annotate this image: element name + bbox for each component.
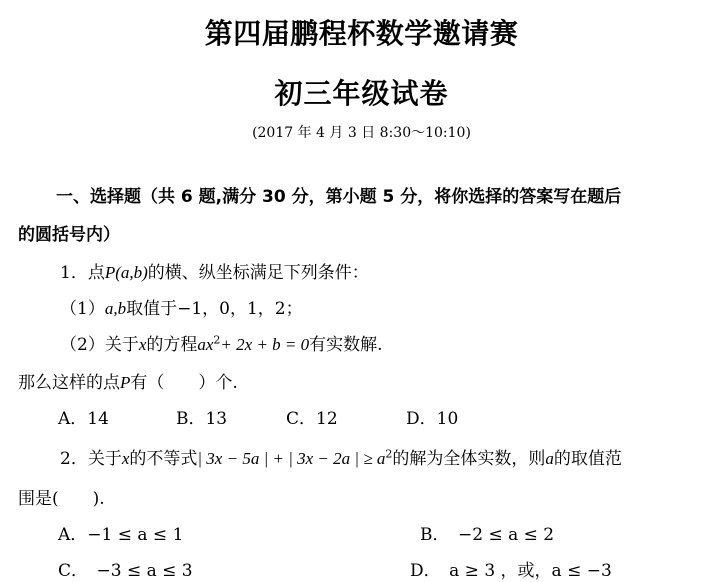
q2-stem-x: x (121, 449, 130, 468)
q1-cond2-x: x (138, 335, 147, 354)
q1-cond2-mid: 的方程 (146, 335, 198, 355)
q1-condition-1 (60, 294, 303, 319)
q1-cond1-suffix: 取值于−1，0，1，2； (126, 299, 303, 319)
q1-option-a[interactable]: A．14 (58, 409, 109, 429)
q1-ask (18, 368, 238, 393)
q1-cond1-math: a,b (104, 299, 127, 318)
q2-stem-line2: 围是( ). (18, 489, 105, 509)
q2-stem-end: 的取值范 (553, 449, 622, 469)
q1-cond2-eq-rest: + 2x + b = 0 (220, 335, 310, 354)
q1-cond1-prefix: （1） (60, 299, 105, 319)
q1-cond2-exp: 2 (213, 333, 221, 347)
q2-option-d[interactable]: D． a ≥ 3 ，或，a ≤ −3 (410, 561, 612, 581)
q2-option-c[interactable]: C． −3 ≤ a ≤ 3 (58, 561, 193, 581)
q2-stem (60, 444, 622, 469)
exam-subtitle: 初三年级试卷 (274, 77, 449, 110)
q1-stem-suffix: 的横、纵坐标满足下列条件： (147, 263, 369, 283)
q1-cond2-suffix: 有实数解. (309, 335, 383, 355)
exam-title: 第四届鹏程杯数学邀请赛 (204, 17, 519, 50)
q1-condition-2 (60, 330, 383, 355)
q2-option-b[interactable]: B． −2 ≤ a ≤ 2 (420, 525, 555, 545)
q1-point: P(a,b) (104, 263, 148, 282)
section-heading-line2: 的圆括号内） (18, 225, 120, 245)
q2-stem-a: a (545, 449, 554, 468)
q1-stem (60, 258, 369, 283)
q2-inequality: | 3x − 5a | + | 3x − 2a | ≥ a (197, 449, 386, 468)
section-heading-line1: 一、选择题（共 6 题,满分 30 分，第小题 5 分，将你选择的答案写在题后 (56, 187, 622, 207)
q1-option-d[interactable]: D．10 (406, 409, 459, 429)
q1-option-b[interactable]: B．13 (176, 409, 228, 429)
q1-ask-suffix: 有（ ）个. (130, 373, 238, 393)
q1-cond2-eq-a: ax (197, 335, 214, 354)
q2-stem-prefix: 2．关于 (60, 449, 122, 469)
q1-stem-prefix: 1．点 (60, 263, 105, 283)
q2-option-a[interactable]: A．−1 ≤ a ≤ 1 (58, 525, 184, 545)
q1-ask-prefix: 那么这样的点 (18, 373, 120, 393)
q1-option-c[interactable]: C．12 (286, 409, 338, 429)
q2-stem-mid: 的不等式 (129, 449, 198, 469)
q2-stem-after: 的解为全体实数，则 (392, 449, 546, 469)
exam-date: (2017 年 4 月 3 日 8:30～10:10) (252, 125, 471, 141)
q1-cond2-prefix: （2）关于 (60, 335, 139, 355)
q1-ask-p: P (120, 373, 131, 392)
q2-inequality-exp: 2 (385, 447, 393, 461)
